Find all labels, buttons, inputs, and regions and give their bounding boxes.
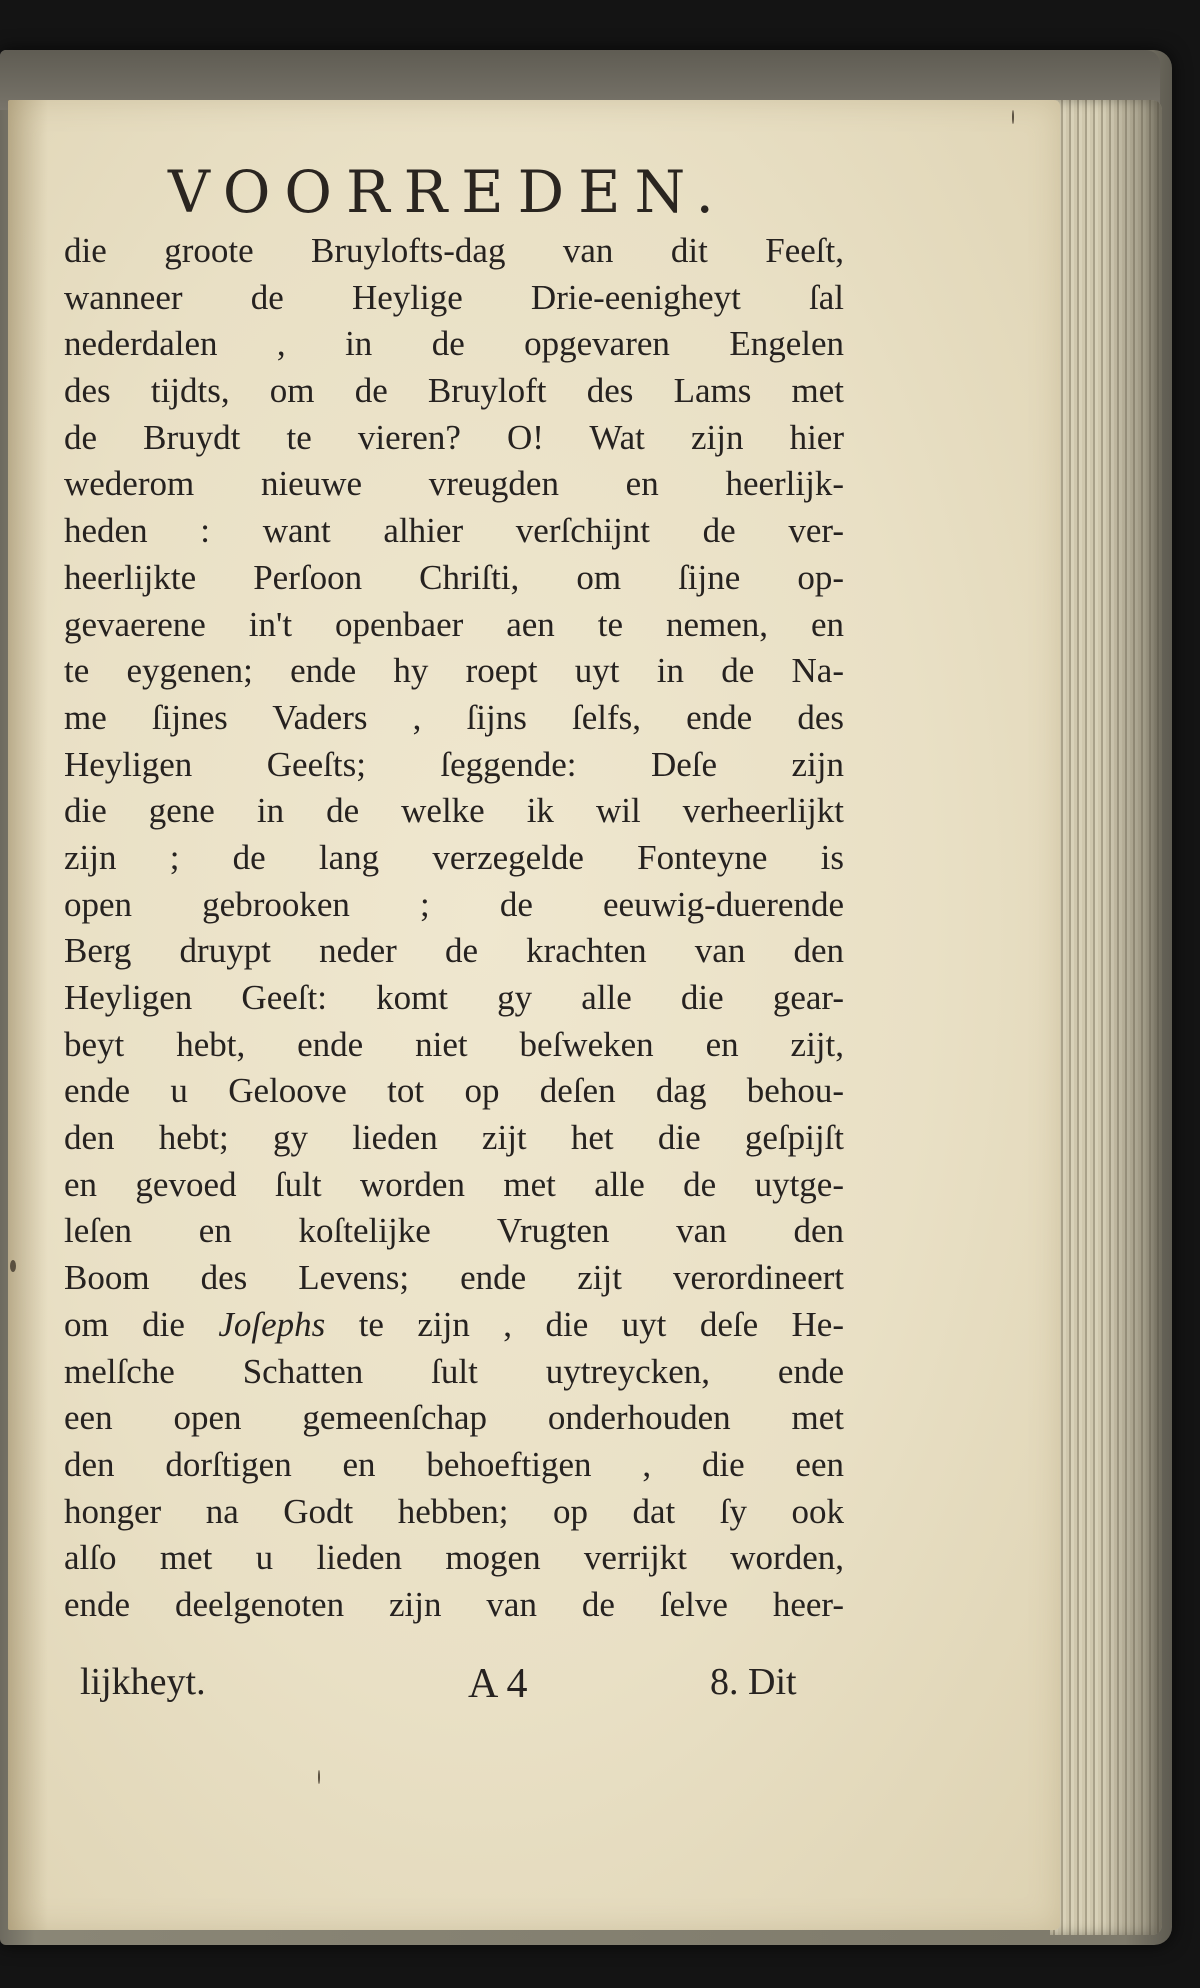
running-head: VOORREDEN. — [168, 158, 728, 226]
text-line: wederom nieuwe vreugden en heerlijk- — [64, 464, 844, 504]
italic-name: Joſephs — [218, 1304, 326, 1344]
text-line: die groote Bruylofts-dag van dit Feeſt, — [64, 231, 844, 270]
text-line: Heyligen Geeſt: komt gy alle die gear- — [64, 978, 844, 1017]
text-line: heden : want alhier verſchijnt de ver- — [64, 511, 844, 551]
signature-mark: A 4 — [468, 1661, 528, 1707]
text-line: nederdalen , in de opgevaren Engelen — [64, 324, 844, 364]
text-line: heerlijkte Perſoon Chriſti, om ſijne op- — [64, 557, 844, 597]
text-line: zijn ; de lang verzegelde Fonteyne is — [64, 837, 844, 877]
fore-edge-shadow — [1100, 100, 1162, 1935]
text-line: alſo met u lieden mogen verrijkt worden, — [64, 1538, 844, 1578]
text-line: ende u Geloove tot op deſen dag behou- — [64, 1071, 844, 1111]
text-line: den dorſtigen en behoeftigen , die een — [64, 1444, 844, 1484]
text-line: om die Joſephs te zijn , die uyt deſe He- — [64, 1304, 845, 1344]
paper-speck — [10, 1260, 16, 1272]
text-line: leſen en koſtelijke Vrugten van den — [64, 1211, 844, 1251]
text-line: te eygenen; ende hy roept uyt in de Na- — [64, 651, 844, 691]
text-line: beyt hebt, ende niet beſweken en zijt, — [64, 1024, 844, 1064]
footer-last-word: lijkheyt. — [80, 1661, 206, 1703]
paper-speck — [1012, 110, 1014, 124]
text-line: des tijdts, om de Bruyloft des Lams met — [64, 371, 844, 411]
text-line: open gebrooken ; de eeuwig-duerende — [64, 884, 844, 924]
text-line: honger na Godt hebben; op dat ſy ook — [64, 1491, 844, 1531]
text-line: en gevoed ſult worden met alle de uytge- — [64, 1164, 844, 1204]
text-line: Berg druypt neder de krachten van den — [64, 931, 844, 971]
text-line: die gene in de welke ik wil verheerlijkt — [64, 791, 844, 831]
text-line: de Bruydt te vieren? O! Wat zijn hier — [64, 417, 844, 457]
text-line: Heyligen Geeſts; ſeggende: Deſe zijn — [64, 744, 844, 784]
paper-speck — [318, 1770, 320, 1784]
text-line: een open gemeenſchap onderhouden met — [64, 1398, 844, 1438]
catchword: 8. Dit — [710, 1661, 797, 1703]
page-footer — [80, 1660, 840, 1720]
text-line: den hebt; gy lieden zijt het die geſpijſt — [64, 1118, 844, 1158]
text-line: me ſijnes Vaders , ſijns ſelfs, ende des — [64, 697, 844, 737]
text-line: Boom des Levens; ende zijt verordineert — [64, 1258, 844, 1298]
text-line: wanneer de Heylige Drie-eenigheyt ſal — [64, 277, 844, 317]
text-line: melſche Schatten ſult uytreycken, ende — [64, 1351, 844, 1391]
page-text-block — [64, 228, 844, 1629]
text-line: ende deelgenoten zijn van de ſelve heer- — [64, 1584, 844, 1624]
text-line: gevaerene in't openbaer aen te nemen, en — [64, 604, 844, 644]
page-gutter — [8, 100, 48, 1930]
